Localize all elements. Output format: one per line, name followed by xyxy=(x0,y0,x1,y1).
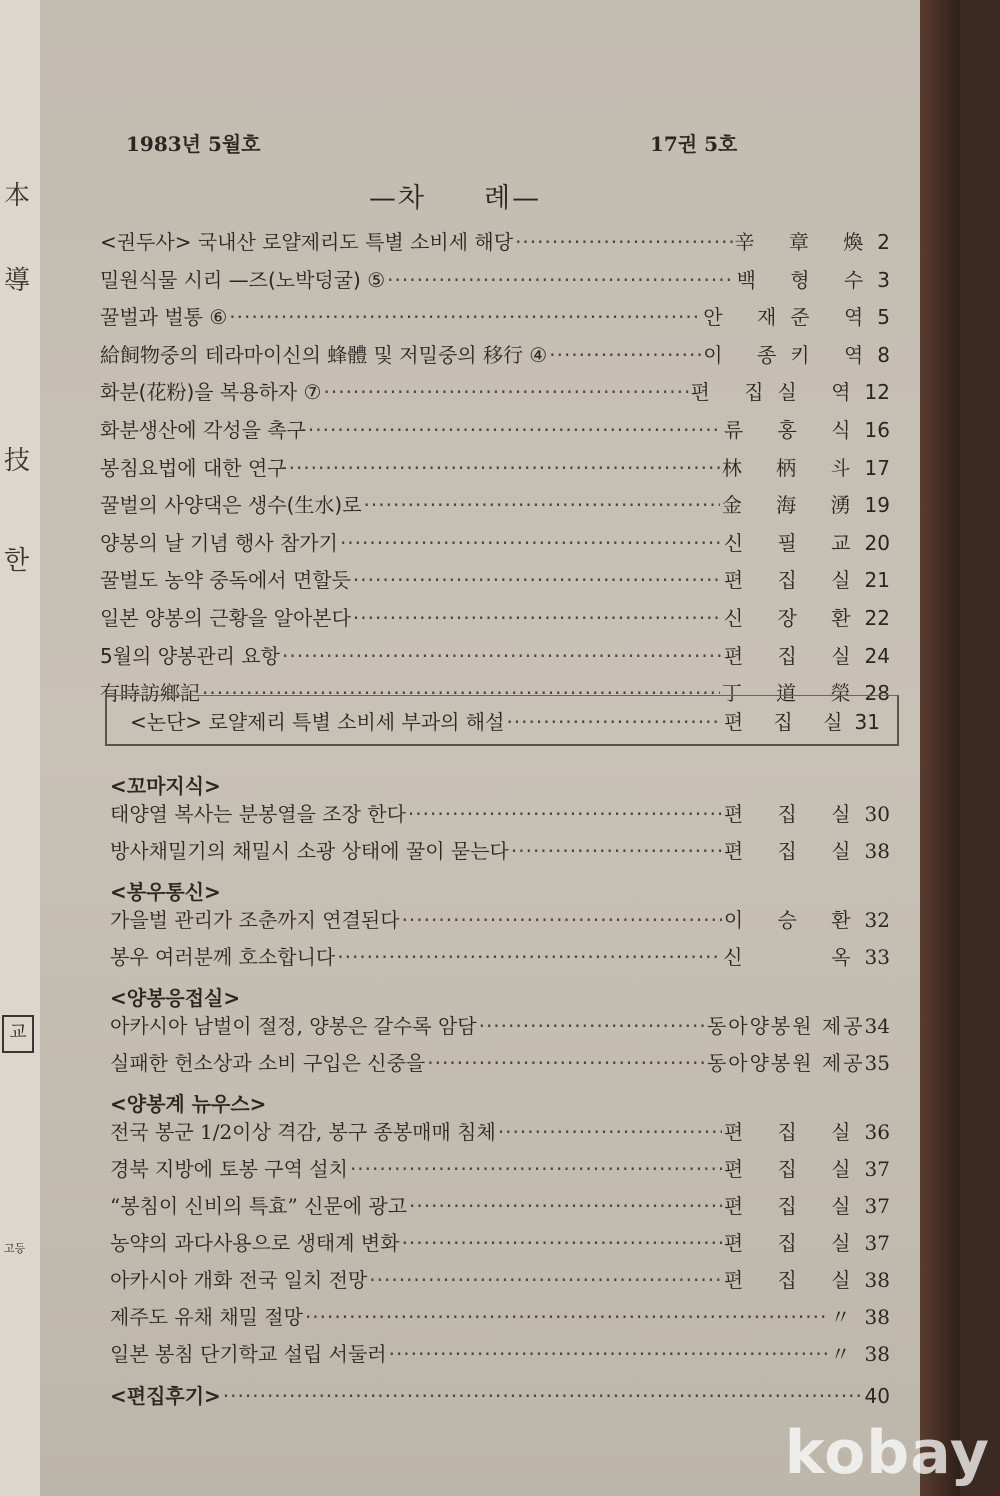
entry-title: 제주도 유채 채밀 절망 xyxy=(110,1305,303,1329)
entry-author: 편 집실 역 xyxy=(690,380,865,405)
entry-page: 20 xyxy=(864,530,890,555)
entry-page: 38 xyxy=(864,839,890,863)
entry-page: 40 xyxy=(864,1384,890,1408)
entry-title: 5월의 양봉관리 요항 xyxy=(100,643,280,668)
leader-dots xyxy=(282,644,722,668)
entry-author: 〃 xyxy=(830,1342,865,1366)
leader-dots xyxy=(427,1051,705,1075)
entry-page: 24 xyxy=(864,643,890,668)
leader-dots xyxy=(369,1268,722,1292)
entry-author: 편 집 실 xyxy=(723,568,865,593)
leader-dots xyxy=(350,1157,722,1181)
contents-entry[interactable] xyxy=(100,602,890,636)
entry-title: <권두사> 국내산 로얄제리도 특별 소비세 해당 xyxy=(100,230,514,254)
leader-dots xyxy=(409,1194,722,1218)
adjacent-page-boxed-char: 교 xyxy=(2,1015,34,1053)
entry-title: 농약의 과다사용으로 생태계 변화 xyxy=(110,1231,400,1255)
entry-title: 방사채밀기의 채밀시 소광 상태에 꿀이 묻는다 xyxy=(110,839,509,863)
leader-dots xyxy=(305,1305,829,1329)
entry-page: 28 xyxy=(864,681,890,706)
watermark-logo: kobay xyxy=(784,1418,990,1488)
contents-entry[interactable] xyxy=(100,264,890,298)
contents-entry[interactable] xyxy=(110,835,890,869)
leader-dots xyxy=(229,305,701,329)
entry-title: 봉침요법에 대한 연구 xyxy=(100,455,287,480)
entry-author: 편 집 실 xyxy=(723,1120,865,1144)
afterword-row[interactable] xyxy=(110,1380,890,1414)
entry-page: 38 xyxy=(864,1342,890,1366)
entry-page: 31 xyxy=(854,710,880,734)
entry-page: 37 xyxy=(864,1194,890,1218)
entry-author: 신 장 환 xyxy=(723,606,865,630)
entry-author: 편 집 실 xyxy=(723,1268,865,1292)
entry-title: 꿀벌도 농약 중독에서 면할듯 xyxy=(100,568,351,593)
entry-author: 안 재준 역 xyxy=(703,305,878,330)
boxed-feature-row[interactable] xyxy=(130,706,880,740)
entry-page: 35 xyxy=(864,1051,890,1075)
leader-dots xyxy=(389,1342,829,1366)
entry-author: 류 홍 식 xyxy=(723,418,865,442)
entry-title: 일본 봉침 단기학교 설립 서둘러 xyxy=(110,1342,387,1366)
entry-title: 給飼物중의 테라마이신의 蜂體 및 저밀중의 移行 ④ xyxy=(100,342,548,367)
entry-author: 金 海 湧 xyxy=(721,493,865,518)
contents-entry[interactable] xyxy=(110,1116,890,1150)
entry-title: 꿀벌과 벌통 ⑥ xyxy=(100,305,228,330)
leader-dots xyxy=(324,380,689,404)
entry-title: 有時訪鄉記 xyxy=(100,681,200,706)
contents-entry[interactable] xyxy=(110,798,890,832)
contents-entry[interactable] xyxy=(110,941,890,975)
entry-author: 신 옥 xyxy=(723,945,865,969)
entry-page: 8 xyxy=(877,342,890,367)
contents-entry[interactable] xyxy=(100,301,890,335)
entry-title: 밀원식물 시리 —즈(노박덩굴) ⑤ xyxy=(100,267,386,292)
contents-entry[interactable] xyxy=(100,452,890,486)
leader-dots xyxy=(511,839,722,863)
entry-author: 편 집 실 xyxy=(723,1157,865,1181)
contents-entry[interactable] xyxy=(100,414,890,448)
entry-author: 편 집 실 xyxy=(723,839,865,863)
adjacent-page-char: 한 xyxy=(4,546,30,576)
contents-entry[interactable] xyxy=(110,1264,890,1298)
entry-author: 백 형 수 xyxy=(736,267,878,292)
entry-author: 林 柄 斗 xyxy=(721,455,865,480)
entry-page: 17 xyxy=(864,455,890,480)
contents-entry[interactable] xyxy=(100,226,890,260)
contents-entry[interactable] xyxy=(110,1227,890,1261)
entry-author: 신 필 교 xyxy=(723,530,865,555)
contents-entry[interactable] xyxy=(100,564,890,598)
entry-page: 5 xyxy=(877,305,890,330)
entry-title: 꿀벌의 사양댁은 생수(生水)로 xyxy=(100,493,362,518)
adjacent-page-char: 技 xyxy=(4,446,31,476)
contents-entry[interactable] xyxy=(110,1190,890,1224)
entry-author: 동아양봉원 제공 xyxy=(706,1014,865,1038)
volume-number: 17권 5호 xyxy=(650,132,738,156)
section-heading: <봉우통신> xyxy=(110,880,221,904)
contents-entry[interactable] xyxy=(110,904,890,938)
contents-entry[interactable] xyxy=(100,640,890,674)
adjacent-page-char: 本 xyxy=(4,181,31,211)
entry-author: 이 종키 역 xyxy=(703,342,878,367)
contents-entry[interactable] xyxy=(110,1338,890,1372)
leader-dots xyxy=(353,606,722,630)
entry-author: 丁 道 榮 xyxy=(721,681,865,706)
leader-dots xyxy=(337,945,721,969)
contents-entry[interactable] xyxy=(100,527,890,561)
entry-title: 일본 양봉의 근황을 알아본다 xyxy=(100,606,351,630)
contents-entry[interactable] xyxy=(110,1010,890,1044)
entry-page: 2 xyxy=(877,230,890,254)
entry-page: 38 xyxy=(864,1305,890,1329)
entry-title: 전국 봉군 1/2이상 격감, 봉구 종봉매매 침체 xyxy=(110,1120,496,1144)
entry-title: 아카시아 남벌이 절정, 양봉은 갈수록 암담 xyxy=(110,1014,477,1038)
entry-page: 16 xyxy=(864,418,890,442)
entry-title: 양봉의 날 기념 행사 참가기 xyxy=(100,530,338,555)
entry-title: 가을벌 관리가 조춘까지 연결된다 xyxy=(110,908,400,932)
adjacent-page-char: 導 xyxy=(4,266,31,296)
leader-dots xyxy=(408,802,722,826)
leader-dots xyxy=(515,230,732,254)
contents-entry[interactable] xyxy=(100,489,890,523)
leader-dots xyxy=(498,1120,722,1144)
entry-title: 봉우 여러분께 호소합니다 xyxy=(110,945,336,969)
adjacent-page-edge xyxy=(0,0,42,1496)
contents-entry[interactable] xyxy=(100,376,890,410)
leader-dots xyxy=(223,1384,863,1408)
entry-title: <편집후기> xyxy=(110,1384,221,1408)
entry-author: 이 승 환 xyxy=(723,908,865,932)
contents-entry[interactable] xyxy=(110,1153,890,1187)
entry-title: 화분생산에 각성을 촉구 xyxy=(100,418,306,442)
leader-dots xyxy=(289,456,720,480)
entry-title: “봉침이 신비의 특효” 신문에 광고 xyxy=(110,1194,408,1218)
entry-author: 편 집 실 xyxy=(723,643,865,668)
entry-page: 32 xyxy=(864,908,890,932)
section-heading: <양봉응접실> xyxy=(110,986,241,1010)
contents-entry[interactable] xyxy=(110,1047,890,1081)
section-heading: <꼬마지식> xyxy=(110,774,221,798)
contents-page xyxy=(40,0,960,1496)
entry-author: 편 집 실 xyxy=(723,1231,865,1255)
entry-page: 33 xyxy=(864,945,890,969)
entry-page: 12 xyxy=(864,380,890,405)
issue-date: 1983년 5월호 xyxy=(126,132,261,156)
leader-dots xyxy=(479,1014,705,1038)
entry-title: 실패한 헌소상과 소비 구입은 신중을 xyxy=(110,1051,426,1075)
entry-page: 37 xyxy=(864,1157,890,1181)
entry-title: 아카시아 개화 전국 일치 전망 xyxy=(110,1268,368,1292)
leader-dots xyxy=(308,418,722,442)
entry-page: 21 xyxy=(864,568,890,593)
entry-page: 38 xyxy=(864,1268,890,1292)
leader-dots xyxy=(402,1231,722,1255)
entry-author: 辛 章 煥 xyxy=(734,230,878,254)
leader-dots xyxy=(364,493,720,517)
contents-entry[interactable] xyxy=(100,339,890,373)
entry-author: 편 집 실 xyxy=(723,802,865,826)
adjacent-page-small-text: 고등 xyxy=(4,1242,26,1255)
contents-entry[interactable] xyxy=(110,1301,890,1335)
entry-author: 편 집 실 xyxy=(723,710,855,734)
page-edge-shadow xyxy=(920,0,960,1496)
leader-dots xyxy=(340,531,722,555)
entry-author: 〃 xyxy=(830,1305,865,1329)
leader-dots xyxy=(387,268,734,292)
entry-page: 22 xyxy=(864,606,890,630)
leader-dots xyxy=(506,710,721,734)
entry-author: 편 집 실 xyxy=(723,1194,865,1218)
entry-page: 36 xyxy=(864,1120,890,1144)
entry-page: 19 xyxy=(864,493,890,518)
section-heading: <양봉계 뉴우스> xyxy=(110,1092,267,1116)
entry-page: 30 xyxy=(864,802,890,826)
leader-dots xyxy=(549,343,701,367)
leader-dots xyxy=(402,908,722,932)
leader-dots xyxy=(353,568,722,592)
entry-title: 태양열 복사는 분봉열을 조장 한다 xyxy=(110,802,406,826)
entry-page: 34 xyxy=(864,1014,890,1038)
entry-title: <논단> 로얄제리 특별 소비세 부과의 해설 xyxy=(130,710,505,734)
entry-page: 3 xyxy=(877,267,890,292)
entry-title: 화분(花粉)을 복용하자 ⑦ xyxy=(100,380,322,405)
entry-title: 경북 지방에 토봉 구역 설치 xyxy=(110,1157,348,1181)
page-title: —차 례— xyxy=(368,183,542,214)
entry-author: 동아양봉원 제공 xyxy=(706,1051,865,1075)
entry-page: 37 xyxy=(864,1231,890,1255)
